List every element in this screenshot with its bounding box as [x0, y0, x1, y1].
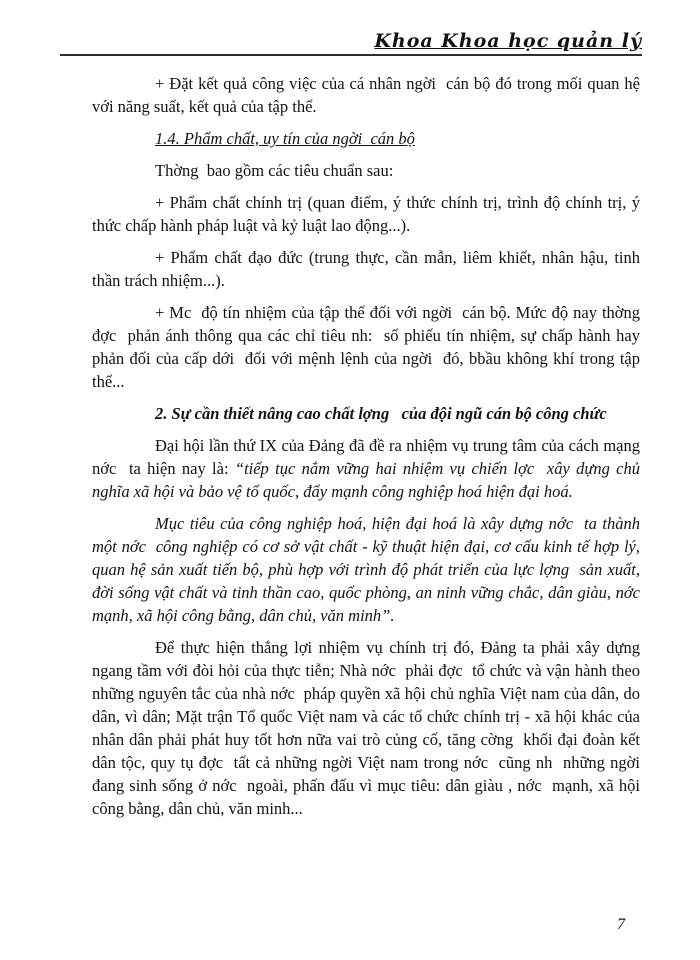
- paragraph-congress-quote-text: “tiếp tục nắm vững hai nhiệm vụ chiến lợc xây dựng chủ nghĩa xã hội và bảo vệ tổ quốc, đẩy mạnh công nghiệp hoá hiện đại hoá.: [92, 459, 645, 501]
- paragraph-industrialization-goal: Mục tiêu của công nghiệp hoá, hiện đại hoá là xây dựng nớc ta thành một nớc công nghiệp có cơ sở vật chất - kỹ thuật hiện đại, cơ cấu kinh tế hợp lý, quan hệ sản xuất tiến bộ, phù hợp với trình độ phát triển của lực lợng sản xuất, đời sống vật chất và tinh thần cao, quốc phòng, an ninh vững chắc, dân giàu, nớc mạnh, xã hội công bằng, dân chủ, văn minh”.: [92, 514, 649, 625]
- page-number: 7: [617, 916, 625, 933]
- paragraph-criteria-intro: Thờng bao gồm các tiêu chuẩn sau:: [155, 161, 394, 180]
- paragraph-congress-task: [92, 434, 645, 503]
- heading-2-necessity: 2. Sự cần thiết nâng cao chất lợng của đội ngũ cán bộ công chức: [155, 404, 607, 423]
- heading-1-4-quality-prestige: 1.4. Phẩm chất, uy tín của ngời cán bộ: [155, 129, 415, 148]
- paragraph-result-relation: + Đặt kết quả công việc của cá nhân ngời cán bộ đó trong mối quan hệ với năng suất, kết quả của tập thể.: [92, 74, 645, 116]
- paragraph-congress-lead-text: Đại hội lần thứ IX của Đảng đã đề ra nhiệm vụ trung tâm của cách mạng nớc ta hiện nay là:: [92, 436, 645, 478]
- paragraph-trust-level: + Mc độ tín nhiệm của tập thể đối với ngời cán bộ. Mức độ nay thờng đợc phản ánh thông qua các chỉ tiêu nh: số phiếu tín nhiệm, sự chấp hành hay phản đối của cấp dới đối với mệnh lệnh của ngời đó, bbầu không khí trong tập thể...: [92, 303, 649, 391]
- paragraph-political-quality: + Phẩm chất chính trị (quan điểm, ý thức chính trị, trình độ chính trị, ý thức chấp hành pháp luật và kỷ luật lao động...).: [92, 193, 645, 235]
- page-header: [60, 30, 642, 56]
- document-body: [92, 72, 649, 829]
- header-department-title: Khoa Khoa học quản lý: [374, 30, 642, 52]
- paragraph-moral-quality: + Phẩm chất đạo đức (trung thực, cần mẫn, liêm khiết, nhân hậu, tinh thần trách nhiệm...).: [92, 248, 645, 290]
- paragraph-implementation: Để thực hiện thắng lợi nhiệm vụ chính trị đó, Đảng ta phải xây dựng ngang tầm với đòi hỏi của thực tiễn; Nhà nớc phải đợc tổ chức và vận hành theo những nguyên tắc của nhà nớc pháp quyền xã hội chủ nghĩa Việt nam của dân, do dân, vì dân; Mặt trận Tổ quốc Việt nam và các tổ chức chính trị - xã hội khác của nhân dân phải phát huy tốt hơn nữa vai trò củng cố, tăng cờng khối đại đoàn kết dân tộc, quy tụ đợc tất cả những ngời Việt nam trong nớc cũng nh những ngời đang sinh sống ở nớc ngoài, phấn đấu vì mục tiêu: dân giàu , nớc mạnh, xã hội công bằng, dân chủ, văn minh...: [92, 638, 649, 818]
